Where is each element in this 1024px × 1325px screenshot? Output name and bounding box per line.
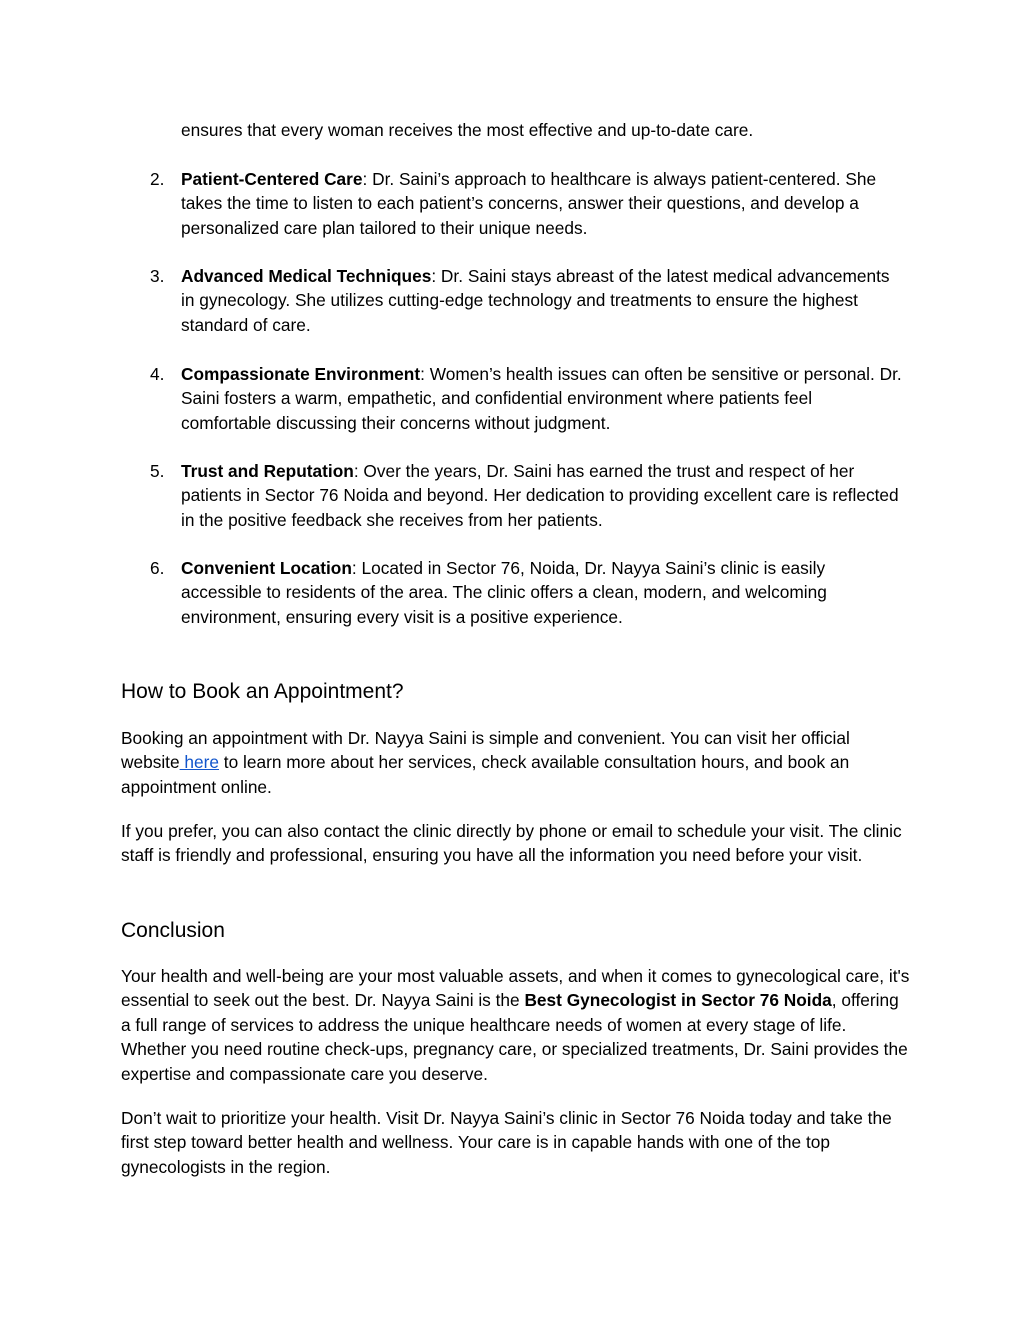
list-item-body <box>181 264 906 337</box>
booking-paragraph-1 <box>121 726 911 799</box>
conclusion-heading: Conclusion <box>121 919 225 942</box>
booking-heading: How to Book an Appointment? <box>121 680 404 703</box>
list-item-body <box>181 556 906 629</box>
booking-text-before-link: Booking an appointment with Dr. Nayya Saini is simple and convenient. You can visit her official website <box>121 728 850 773</box>
list-item-term: Patient-Centered Care <box>181 169 363 189</box>
list-item-number: 5. <box>150 461 165 481</box>
list-item-text: : Over the years, Dr. Saini has earned the trust and respect of her patients in Sector 76 Noida and beyond. Her dedication to providing excellent care is reflected in the positive feedback she receives from her patients. <box>181 461 899 530</box>
website-link[interactable]: here <box>179 752 219 773</box>
conclusion-text-after-bold: , offering a full range of services to address the unique healthcare needs of women at every stage of life. Whether you need routine check-ups, pregnancy care, or specialized treatments, Dr. Saini provides the expertise and compassionate care you deserve. <box>121 990 908 1084</box>
list-item-term: Trust and Reputation <box>181 461 354 481</box>
list-item-term: Advanced Medical Techniques <box>181 266 432 286</box>
list-item-body <box>181 459 906 532</box>
list-item-body <box>181 167 906 240</box>
conclusion-paragraph-1 <box>121 964 911 1086</box>
list-item-number: 4. <box>150 364 165 384</box>
list-item-number: 3. <box>150 266 165 286</box>
list-item-text: : Located in Sector 76, Noida, Dr. Nayya Saini’s clinic is easily accessible to residents of the area. The clinic offers a clean, modern, and welcoming environment, ensuring every visit is a positive experience. <box>181 558 827 627</box>
list-item-term: Compassionate Environment <box>181 364 421 384</box>
list-item-term: Convenient Location <box>181 558 352 578</box>
booking-paragraph-2: If you prefer, you can also contact the clinic directly by phone or email to schedule your visit. The clinic staff is friendly and professional, ensuring you have all the information you need before your visit. <box>121 821 902 866</box>
conclusion-paragraph-2: Don’t wait to prioritize your health. Visit Dr. Nayya Saini’s clinic in Sector 76 Noida today and take the first step toward better health and wellness. Your care is in capable hands with one of the top gynecologists in the region. <box>121 1108 892 1177</box>
list-continuation-text: ensures that every woman receives the most effective and up-to-date care. <box>181 120 754 140</box>
list-item-text: : Dr. Saini’s approach to healthcare is always patient-centered. She takes the time to listen to each patient’s concerns, answer their questions, and develop a personalized care plan tailored to their unique needs. <box>181 169 877 238</box>
list-item-number: 2. <box>150 169 165 189</box>
list-item-number: 6. <box>150 558 165 578</box>
list-item-text: : Women’s health issues can often be sensitive or personal. Dr. Saini fosters a warm, empathetic, and confidential environment where patients feel comfortable discussing their concerns without judgment. <box>181 364 902 433</box>
conclusion-text-before-bold: Your health and well-being are your most valuable assets, and when it comes to gynecological care, it's essential to seek out the best. Dr. Nayya Saini is the <box>121 966 910 1011</box>
list-item-text: : Dr. Saini stays abreast of the latest medical advancements in gynecology. She utilizes cutting-edge technology and treatments to ensure the highest standard of care. <box>181 266 890 335</box>
conclusion-bold-phrase: Best Gynecologist in Sector 76 Noida <box>524 990 832 1011</box>
booking-text-after-link: to learn more about her services, check available consultation hours, and book an appointment online. <box>121 752 850 797</box>
list-item-body <box>181 362 906 435</box>
